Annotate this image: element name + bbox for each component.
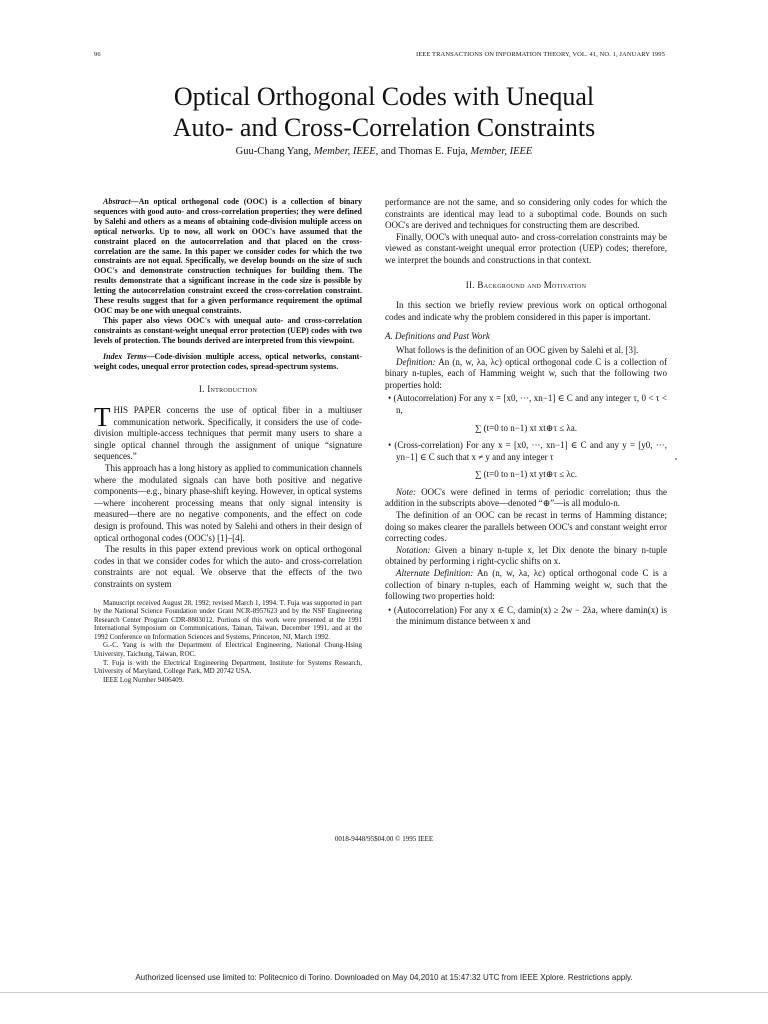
hamming-paragraph: The definition of an OOC can be recast in terms of Hamming distance; doing so makes clearer the parallels between OOC's and constant weight error correcting codes. (385, 510, 667, 544)
author-2: Thomas E. Fuja, (398, 146, 468, 157)
download-notice: Authorized licensed use limited to: Politecnico di Torino. Downloaded on May 04,2010 at 15:47:32 UTC from IEEE Xplore. Restrictions apply. (135, 973, 633, 982)
author-conjunction: and (380, 146, 397, 157)
footnote-log-number: IEEE Log Number 9406409. (103, 675, 184, 684)
copyright-line: 0018-9448/95$04.00 © 1995 IEEE (334, 835, 434, 843)
intro-paragraph-1-text: HIS PAPER concerns the use of optical fiber in a multiuser communication network. Specifically, it considers the use of code-division multiple-access techniques that permit many users to share a single optical channel through the assignment of unique “signature sequences.” (94, 405, 362, 462)
page-number: 96 (94, 51, 101, 58)
notation (385, 545, 667, 568)
author-line (0, 146, 768, 157)
equation-cross-correlation: ∑ (t=0 to n−1) xt yt⊕τ ≤ λc. (474, 469, 578, 480)
footnotes (94, 599, 362, 685)
note (385, 487, 667, 510)
index-terms-text: Code-division multiple access, optical networks, constant-weight codes, unequal error protection codes, spread-spectrum systems. (94, 351, 363, 371)
definition-text: An (n, w, λa, λc) optical orthogonal code C is a collection of binary n-tuples, each of Hamming weight w, such that the following two properties hold: (385, 356, 667, 390)
title-line-2: Auto- and Cross-Correlation Constraints (172, 113, 596, 142)
note-text: OOC's were defined in terms of periodic correlation; thus the addition in the subscripts above—denoted “⊕”—is all modulo-n. (385, 486, 667, 509)
right-column (385, 197, 667, 630)
left-column (94, 197, 362, 684)
author-1-role: Member, IEEE, (313, 146, 379, 157)
abstract-text: An optical orthogonal code (OOC) is a collection of binary sequences with good auto- and cross-correlation properties; they were defined by Salehi and others as a means of obtaining code-division multiple access on optical networks. Up to now, all work on OOC's have assumed that the constraint placed on the autocorrelation and that placed on the cross-correlation are the same. In this paper we consider codes for which the two constraints are not equal. Specifically, we develop bounds on the size of such OOC's and demonstrate construction techniques for building them. The results demonstrate that a significant increase in the code size is possible by letting the autocorrelation constraint exceed the cross-correlation constraint. These results suggest that for a given performance requirement the optimal OOC may be one with unequal constraints. (94, 197, 362, 315)
bullet-autocorrelation-distance: • (Autocorrelation) For any x ∈ C, damin(x) ≥ 2w − 2λa, where damin(x) is the minimum distance between x and (388, 604, 667, 627)
definitions-intro: What follows is the definition of an OOC given by Salehi et al. [3]. (396, 344, 639, 355)
intro-paragraph-2: This approach has a long history as applied to communication channels where the modulated signals can have both positive and negative components—e.g., binary phase-shift keying. However, in optical systems—where incoherent processing means that only signal intensity is measured—there are no negative components, and the effect on code design is profound. This was noted by Salehi and others in their design of optical orthogonal codes (OOC's) [1]–[4]. (94, 462, 362, 543)
title-line-1: Optical Orthogonal Codes with Unequal (173, 82, 595, 111)
alternate-definition-label: Alternate Definition: (396, 568, 474, 579)
right-paragraph-2: Finally, OOC's with unequal auto- and cross-correlation constraints may be viewed as constant-weight unequal error protection (UEP) codes; therefore, we interpret the bounds and constructions in that context. (385, 231, 667, 265)
definition-label: Definition: (396, 356, 436, 367)
paper-title (0, 81, 768, 143)
journal-header: IEEE TRANSACTIONS ON INFORMATION THEORY, VOL. 41, NO. 1, JANUARY 1995 (415, 51, 665, 58)
intro-paragraph-3: The results in this paper extend previous work on optical orthogonal codes in that we consider codes for which the auto- and cross-correlation constraints are not equal. We observe that the effects of the two constraints on system (94, 544, 362, 589)
footnote-author-1: G.-C. Yang is with the Department of Electrical Engineering, National Chung-Hsing University, Taichung, Taiwan, ROC. (94, 641, 362, 659)
scan-speck (675, 458, 677, 460)
bullet-cross-correlation: • (Cross-correlation) For any x = [x0, ···, xn−1] ∈ C and any y = [y0, ···, yn−1] ∈ C such that x ≠ y and any integer τ (388, 440, 667, 462)
abstract-label: Abstract— (103, 197, 139, 206)
notation-label: Notation: (396, 544, 431, 555)
section-heading-introduction: I. Introduction (198, 384, 258, 395)
index-terms-label: Index Terms— (103, 351, 155, 361)
definition (385, 357, 667, 392)
bullet-autocorrelation: • (Autocorrelation) For any x = [x0, ···, xn−1] ∈ C and any integer τ, 0 < τ < n, (388, 393, 667, 415)
right-paragraph-1: performance are not the same, and so considering only codes for which the constraints are identical may lead to a suboptimal code. Bounds on such OOC's are derived and techniques for constructing them are described. (385, 197, 667, 231)
subsection-heading-definitions: A. Definitions and Past Work (385, 331, 490, 342)
alternate-definition-text: An (n, w, λa, λc) optical orthogonal code C is a collection of binary n-tuples, each of Hamming weight w, such that the following two properties hold: (385, 568, 667, 602)
author-1: Guu-Chang Yang, (235, 146, 312, 157)
abstract (94, 197, 362, 316)
index-terms (94, 352, 362, 372)
note-label: Note: (396, 486, 416, 497)
alternate-definition (385, 568, 667, 603)
section-heading-background: II. Background and Motivation (465, 279, 587, 290)
abstract-paragraph-2: This paper also views OOC's with unequal auto- and cross-correlation constraints as constant-weight unequal error protection (UEP) codes with two levels of protection. The bounds derived are interpreted from this viewpoint. (94, 315, 362, 345)
author-2-role: Member, IEEE (470, 146, 533, 157)
drop-cap: T (94, 402, 111, 432)
footnote-manuscript: Manuscript received August 28, 1992; revised March 1, 1994. T. Fuja was supported in part by the National Science Foundation under Grant NCR-8957623 and by the NSF Engineering Research Center Program CDR-8803012. Portions of this work were presented at the 1991 International Symposium on Communications, Tainan, Taiwan, December 1991, and at the 1992 Conference on Information Sciences and Systems, Princeton, NJ, March 1992. (94, 598, 362, 641)
footnote-author-2: T. Fuja is with the Electrical Engineering Department, Institute for Systems Research, University of Maryland, College Park, MD 20742 USA. (94, 658, 362, 676)
background-paragraph: In this section we briefly review previous work on optical orthogonal codes and indicate why the problem considered in this paper is important. (385, 300, 667, 322)
footer-divider (0, 992, 768, 993)
equation-autocorrelation: ∑ (t=0 to n−1) xt xt⊕τ ≤ λa. (474, 422, 578, 433)
notation-text: Given a binary n-tuple x, let Dix denote the binary n-tuple obtained by performing i right-cyclic shifts on x. (385, 544, 667, 567)
intro-paragraph-1 (94, 402, 362, 463)
